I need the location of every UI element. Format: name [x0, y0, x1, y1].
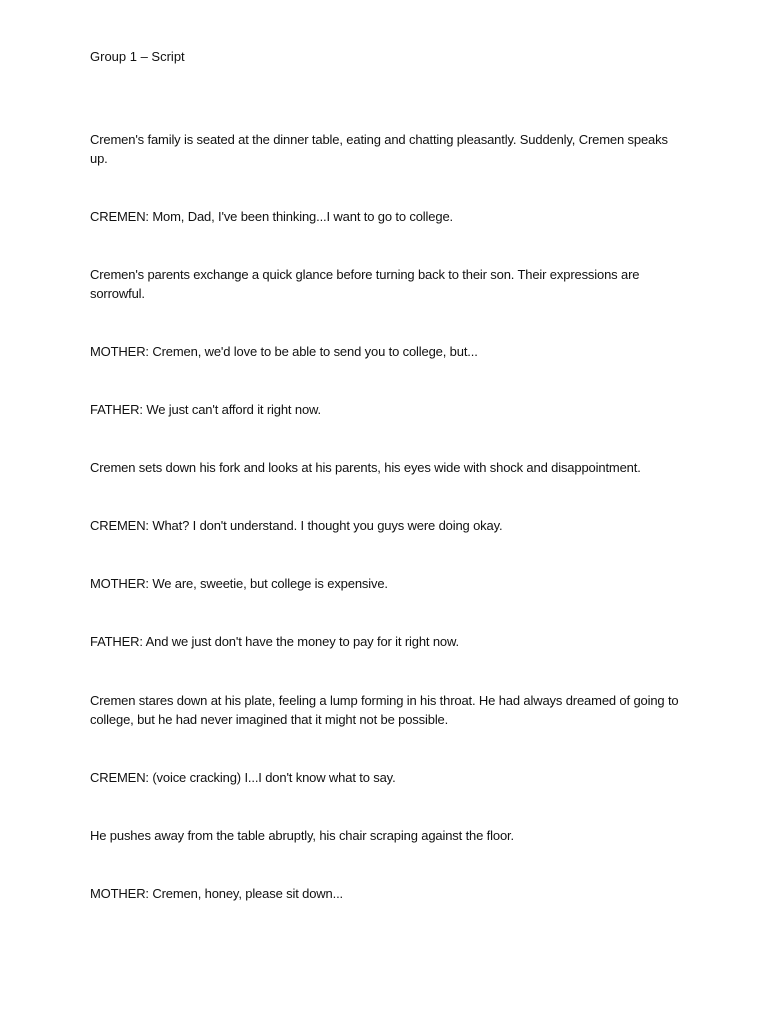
script-paragraph-7: CREMEN: What? I don't understand. I thought you guys were doing okay. [90, 518, 503, 533]
script-paragraph-2: CREMEN: Mom, Dad, I've been thinking...I want to go to college. [90, 209, 453, 224]
script-paragraph-8: MOTHER: We are, sweetie, but college is expensive. [90, 576, 388, 591]
script-paragraph-5: FATHER: We just can't afford it right now. [90, 402, 322, 417]
script-paragraph-11: CREMEN: (voice cracking) I...I don't know what to say. [90, 770, 396, 785]
document-page [90, 0, 690, 1024]
script-paragraph-9: FATHER: And we just don't have the money to pay for it right now. [90, 634, 459, 649]
document-title: Group 1 – Script [90, 49, 185, 64]
script-paragraph-10: Cremen stares down at his plate, feeling a lump forming in his throat. He had always dreamed of going to college, but he had never imagined that it might not be possible. [90, 693, 679, 727]
script-paragraph-3: Cremen's parents exchange a quick glance before turning back to their son. Their expressions are sorrowful. [90, 267, 640, 301]
script-paragraph-4: MOTHER: Cremen, we'd love to be able to send you to college, but... [90, 344, 478, 359]
script-paragraph-1: Cremen's family is seated at the dinner table, eating and chatting pleasantly. Suddenly, Cremen speaks up. [90, 132, 668, 166]
script-paragraph-13: MOTHER: Cremen, honey, please sit down... [90, 886, 343, 901]
script-paragraph-6: Cremen sets down his fork and looks at his parents, his eyes wide with shock and disappointment. [90, 460, 641, 475]
script-paragraph-12: He pushes away from the table abruptly, his chair scraping against the floor. [90, 828, 514, 843]
